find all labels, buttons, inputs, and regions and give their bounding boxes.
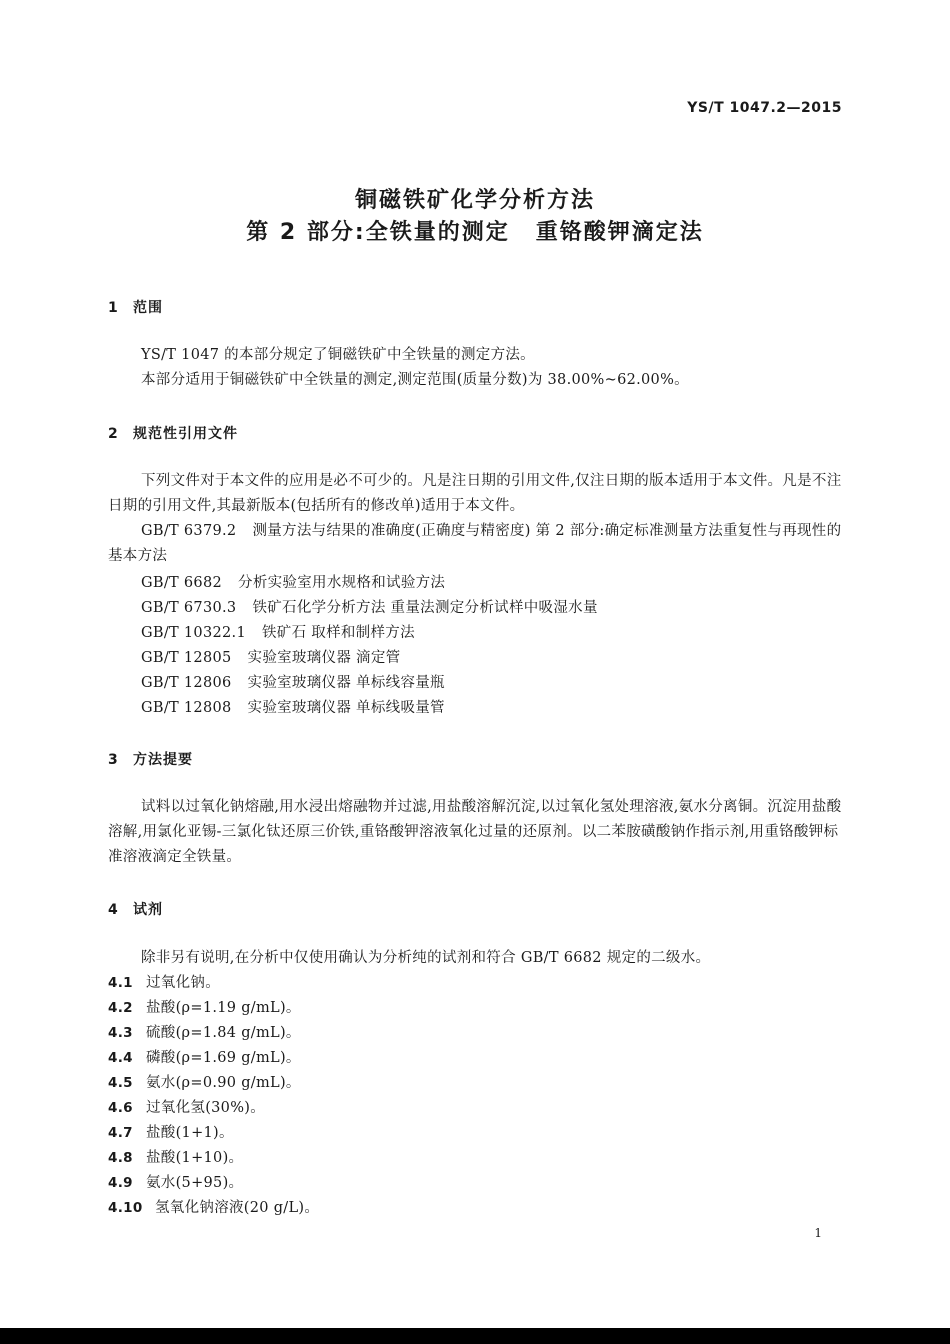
title-part: 第 2 部分:全铁量的测定 — [246, 220, 510, 245]
document-title-line1: 铜磁铁矿化学分析方法 — [354, 188, 595, 213]
section-3-text: 试料以过氧化钠熔融,用水浸出熔融物并过滤,用盐酸溶解沉淀,以过氧化氢处理溶液,氨水分离铜。沉淀用盐酸溶解,用氯化亚锡-三氯化钛还原三价铁,重铬酸钾溶液氧化过量的还原剂。以二苯胺磺酸钠作指示剂,用重铬酸钾标准溶液滴定全铁量。 — [108, 799, 842, 865]
reagent-item: 4.8 盐酸(1+10)。 — [108, 1150, 244, 1166]
section-heading-3: 3 方法提要 — [108, 752, 193, 768]
section-1-paragraph-2: 本部分适用于铜磁铁矿中全铁量的测定,测定范围(质量分数)为 38.00%~62.00%。 — [141, 372, 689, 388]
title-method: 重铬酸钾滴定法 — [535, 220, 704, 245]
reference-item: GB/T 6379.2 测量方法与结果的准确度(正确度与精密度) 第 2 部分:确定标准测量方法重复性与再现性的基本方法 — [108, 523, 842, 564]
reference-item: GB/T 6682 分析实验室用水规格和试验方法 — [141, 575, 446, 591]
reference-item: GB/T 12808 实验室玻璃仪器 单标线吸量管 — [141, 700, 445, 716]
section-1-paragraph-1: YS/T 1047 的本部分规定了铜磁铁矿中全铁量的测定方法。 — [141, 347, 535, 363]
reference-item: GB/T 6730.3 铁矿石化学分析方法 重量法测定分析试样中吸湿水量 — [141, 600, 598, 616]
reference-item: GB/T 10322.1 铁矿石 取样和制样方法 — [141, 625, 415, 641]
section-2-intro: 下列文件对于本文件的应用是必不可少的。凡是注日期的引用文件,仅注日期的版本适用于本文件。凡是不注日期的引用文件,其最新版本(包括所有的修改单)适用于本文件。 — [108, 473, 842, 514]
reagent-item: 4.3 硫酸(ρ=1.84 g/mL)。 — [108, 1025, 301, 1041]
document-title-line2 — [0, 215, 950, 246]
section-heading-2: 2 规范性引用文件 — [108, 426, 238, 442]
reagent-item: 4.4 磷酸(ρ=1.69 g/mL)。 — [108, 1050, 301, 1066]
section-heading-1: 1 范围 — [108, 300, 163, 316]
reagent-item: 4.6 过氧化氢(30%)。 — [108, 1100, 266, 1116]
page-number: 1 — [814, 1226, 822, 1240]
reagent-item: 4.2 盐酸(ρ=1.19 g/mL)。 — [108, 1000, 301, 1016]
reference-item: GB/T 12806 实验室玻璃仪器 单标线容量瓶 — [141, 675, 445, 691]
scan-border — [0, 1328, 950, 1344]
reference-item: GB/T 12805 实验室玻璃仪器 滴定管 — [141, 650, 401, 666]
reagent-item: 4.7 盐酸(1+1)。 — [108, 1125, 234, 1141]
section-4-intro: 除非另有说明,在分析中仅使用确认为分析纯的试剂和符合 GB/T 6682 规定的二级水。 — [141, 950, 711, 966]
reagent-item: 4.1 过氧化钠。 — [108, 975, 220, 991]
reagent-item: 4.9 氨水(5+95)。 — [108, 1175, 244, 1191]
standard-code: YS/T 1047.2—2015 — [687, 100, 842, 116]
reagent-item: 4.5 氨水(ρ=0.90 g/mL)。 — [108, 1075, 301, 1091]
section-heading-4: 4 试剂 — [108, 902, 163, 918]
reagent-item: 4.10 氢氧化钠溶液(20 g/L)。 — [108, 1200, 320, 1216]
